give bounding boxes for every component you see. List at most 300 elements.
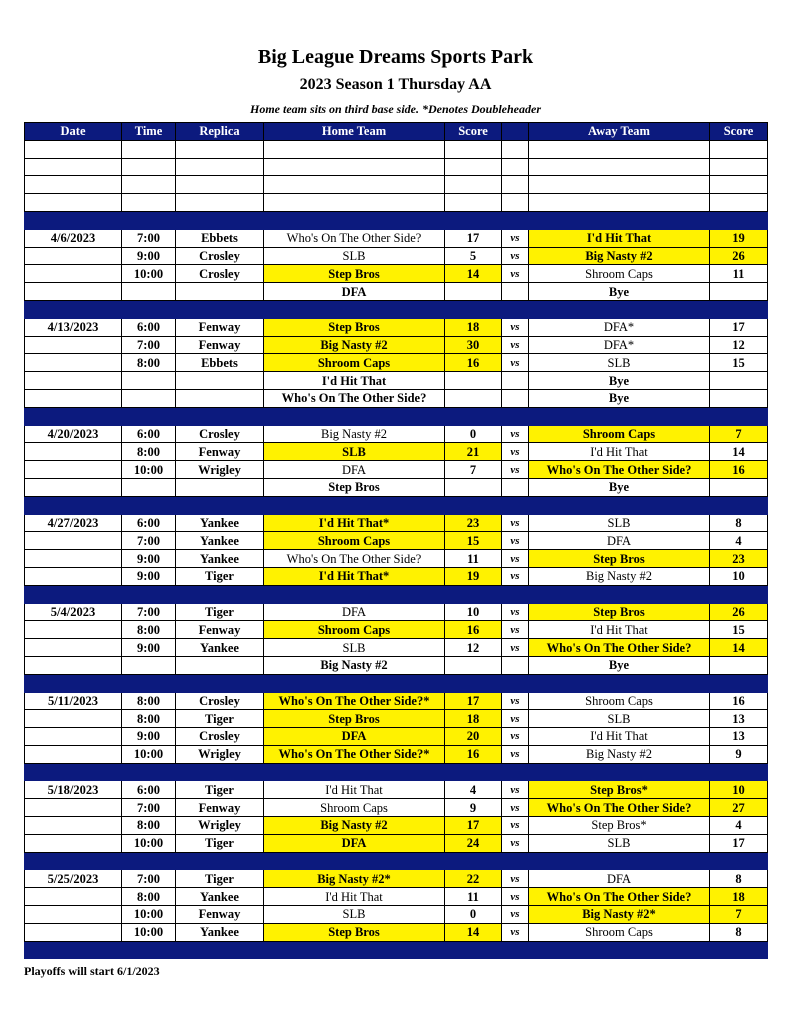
away-team-cell: Step Bros (529, 550, 710, 568)
empty-cell (710, 176, 768, 194)
week-separator (25, 211, 768, 229)
separator-cell (122, 585, 176, 603)
vs-cell: vs (502, 550, 529, 568)
separator-cell (25, 585, 122, 603)
game-row (25, 745, 768, 763)
game-row (25, 425, 768, 443)
replica-cell: Fenway (176, 621, 264, 639)
empty-cell (176, 140, 264, 158)
home-team-cell: Big Nasty #2 (264, 336, 445, 354)
vs-cell: vs (502, 817, 529, 835)
home-score-cell: 24 (445, 834, 502, 852)
time-cell (122, 656, 176, 674)
away-score-cell (710, 283, 768, 301)
replica-cell: Tiger (176, 710, 264, 728)
away-score-cell (710, 389, 768, 407)
vs-cell (502, 283, 529, 301)
col-header-home-score: Score (445, 123, 502, 141)
vs-cell: vs (502, 425, 529, 443)
date-cell (25, 336, 122, 354)
empty-cell (502, 176, 529, 194)
away-team-cell: Who's On The Other Side? (529, 639, 710, 657)
empty-cell (529, 158, 710, 176)
time-cell: 7:00 (122, 229, 176, 247)
time-cell: 6:00 (122, 514, 176, 532)
vs-cell: vs (502, 728, 529, 746)
home-team-cell: Shroom Caps (264, 799, 445, 817)
separator-cell (710, 852, 768, 870)
game-row (25, 817, 768, 835)
separator-cell (264, 211, 445, 229)
home-team-cell: SLB (264, 443, 445, 461)
home-team-cell: Who's On The Other Side? (264, 229, 445, 247)
bye-row (25, 478, 768, 496)
away-team-cell: DFA (529, 532, 710, 550)
separator-cell (529, 852, 710, 870)
replica-cell (176, 283, 264, 301)
away-team-cell: SLB (529, 834, 710, 852)
vs-cell: vs (502, 461, 529, 479)
date-cell (25, 799, 122, 817)
separator-cell (710, 674, 768, 692)
home-team-cell: DFA (264, 834, 445, 852)
time-cell: 10:00 (122, 923, 176, 941)
week-separator (25, 585, 768, 603)
vs-cell: vs (502, 443, 529, 461)
away-score-cell: 19 (710, 229, 768, 247)
separator-cell (529, 211, 710, 229)
away-score-cell: 17 (710, 318, 768, 336)
separator-cell (445, 407, 502, 425)
replica-cell (176, 389, 264, 407)
empty-cell (264, 176, 445, 194)
away-score-cell (710, 656, 768, 674)
home-team-cell: Big Nasty #2 (264, 425, 445, 443)
time-cell: 7:00 (122, 532, 176, 550)
game-row (25, 906, 768, 924)
bye-label-cell: Bye (529, 283, 710, 301)
time-cell: 8:00 (122, 621, 176, 639)
date-cell (25, 247, 122, 265)
time-cell: 9:00 (122, 550, 176, 568)
replica-cell: Yankee (176, 639, 264, 657)
schedule-table (24, 122, 768, 959)
replica-cell (176, 656, 264, 674)
col-header-home-team: Home Team (264, 123, 445, 141)
home-team-cell: DFA (264, 728, 445, 746)
separator-cell (176, 585, 264, 603)
separator-cell (529, 496, 710, 514)
page-title: Big League Dreams Sports Park (257, 46, 534, 68)
home-team-cell: SLB (264, 639, 445, 657)
away-score-cell: 14 (710, 443, 768, 461)
date-cell: 5/11/2023 (25, 692, 122, 710)
time-cell: 9:00 (122, 728, 176, 746)
vs-cell: vs (502, 229, 529, 247)
away-team-cell: I'd Hit That (529, 621, 710, 639)
separator-cell (176, 941, 264, 959)
vs-cell: vs (502, 745, 529, 763)
game-row (25, 888, 768, 906)
date-cell (25, 745, 122, 763)
home-team-cell: I'd Hit That (264, 781, 445, 799)
away-team-cell: Step Bros* (529, 781, 710, 799)
date-cell (25, 265, 122, 283)
empty-cell (122, 194, 176, 212)
replica-cell: Tiger (176, 603, 264, 621)
separator-cell (264, 852, 445, 870)
time-cell: 7:00 (122, 603, 176, 621)
home-team-cell: Step Bros (264, 710, 445, 728)
date-cell: 5/18/2023 (25, 781, 122, 799)
replica-cell: Tiger (176, 781, 264, 799)
time-cell: 8:00 (122, 888, 176, 906)
separator-cell (529, 941, 710, 959)
game-row (25, 567, 768, 585)
separator-cell (176, 852, 264, 870)
bye-label-cell: Bye (529, 656, 710, 674)
separator-cell (710, 300, 768, 318)
separator-cell (25, 407, 122, 425)
separator-cell (25, 852, 122, 870)
empty-cell (502, 158, 529, 176)
empty-cell (122, 176, 176, 194)
game-row (25, 550, 768, 568)
away-score-cell: 27 (710, 799, 768, 817)
separator-cell (445, 496, 502, 514)
game-row (25, 639, 768, 657)
replica-cell: Wrigley (176, 461, 264, 479)
home-team-cell: Shroom Caps (264, 532, 445, 550)
home-team-cell: Who's On The Other Side?* (264, 745, 445, 763)
away-score-cell: 13 (710, 710, 768, 728)
header-row (25, 123, 768, 141)
week-separator (25, 763, 768, 781)
separator-cell (502, 407, 529, 425)
away-team-cell: Shroom Caps (529, 265, 710, 283)
home-team-cell: Step Bros (264, 318, 445, 336)
date-cell (25, 389, 122, 407)
replica-cell: Yankee (176, 888, 264, 906)
separator-cell (25, 300, 122, 318)
vs-cell: vs (502, 354, 529, 372)
game-row (25, 354, 768, 372)
date-cell (25, 834, 122, 852)
separator-cell (502, 941, 529, 959)
vs-cell (502, 389, 529, 407)
date-cell (25, 372, 122, 390)
separator-cell (445, 941, 502, 959)
week-separator (25, 852, 768, 870)
date-cell: 4/6/2023 (25, 229, 122, 247)
vs-cell: vs (502, 781, 529, 799)
time-cell: 8:00 (122, 692, 176, 710)
time-cell: 8:00 (122, 710, 176, 728)
separator-cell (445, 852, 502, 870)
separator-cell (122, 496, 176, 514)
separator-cell (710, 941, 768, 959)
replica-cell: Tiger (176, 567, 264, 585)
replica-cell: Crosley (176, 692, 264, 710)
away-score-cell (710, 478, 768, 496)
away-score-cell: 26 (710, 247, 768, 265)
separator-cell (502, 300, 529, 318)
empty-cell (445, 140, 502, 158)
away-team-cell: I'd Hit That (529, 443, 710, 461)
date-cell (25, 621, 122, 639)
date-cell (25, 283, 122, 301)
date-cell (25, 532, 122, 550)
vs-cell: vs (502, 247, 529, 265)
away-score-cell: 17 (710, 834, 768, 852)
separator-cell (264, 674, 445, 692)
home-score-cell: 19 (445, 567, 502, 585)
replica-cell: Wrigley (176, 745, 264, 763)
bye-row (25, 656, 768, 674)
away-score-cell: 10 (710, 567, 768, 585)
week-separator (25, 407, 768, 425)
away-score-cell: 12 (710, 336, 768, 354)
away-score-cell: 16 (710, 461, 768, 479)
home-score-cell: 5 (445, 247, 502, 265)
home-score-cell: 23 (445, 514, 502, 532)
separator-cell (445, 763, 502, 781)
separator-cell (710, 496, 768, 514)
empty-cell (25, 194, 122, 212)
away-team-cell: Step Bros* (529, 817, 710, 835)
home-team-cell: I'd Hit That (264, 888, 445, 906)
away-team-cell: Shroom Caps (529, 425, 710, 443)
game-row (25, 318, 768, 336)
replica-cell: Yankee (176, 532, 264, 550)
home-score-cell: 18 (445, 318, 502, 336)
home-score-cell (445, 372, 502, 390)
replica-cell: Wrigley (176, 817, 264, 835)
game-row (25, 834, 768, 852)
separator-cell (122, 852, 176, 870)
empty-cell (264, 194, 445, 212)
away-score-cell: 8 (710, 514, 768, 532)
away-team-cell: Big Nasty #2* (529, 906, 710, 924)
time-cell: 9:00 (122, 567, 176, 585)
bye-team-cell: Big Nasty #2 (264, 656, 445, 674)
replica-cell: Tiger (176, 834, 264, 852)
bye-team-cell: Step Bros (264, 478, 445, 496)
col-header-vs (502, 123, 529, 141)
home-score-cell: 11 (445, 888, 502, 906)
empty-cell (710, 140, 768, 158)
away-team-cell: Big Nasty #2 (529, 745, 710, 763)
game-row (25, 265, 768, 283)
separator-cell (264, 941, 445, 959)
date-cell (25, 656, 122, 674)
game-row (25, 621, 768, 639)
empty-cell (264, 140, 445, 158)
separator-cell (264, 300, 445, 318)
replica-cell: Tiger (176, 870, 264, 888)
away-team-cell: Who's On The Other Side? (529, 461, 710, 479)
vs-cell: vs (502, 834, 529, 852)
date-cell: 5/25/2023 (25, 870, 122, 888)
home-team-cell: Who's On The Other Side?* (264, 692, 445, 710)
home-score-cell (445, 478, 502, 496)
separator-cell (445, 585, 502, 603)
replica-cell: Fenway (176, 318, 264, 336)
separator-cell (529, 407, 710, 425)
separator-cell (25, 941, 122, 959)
vs-cell: vs (502, 265, 529, 283)
empty-cell (502, 140, 529, 158)
bye-label-cell: Bye (529, 478, 710, 496)
separator-cell (176, 407, 264, 425)
home-score-cell (445, 389, 502, 407)
away-score-cell: 23 (710, 550, 768, 568)
date-cell (25, 923, 122, 941)
home-team-cell: DFA (264, 603, 445, 621)
replica-cell: Crosley (176, 265, 264, 283)
away-team-cell: Big Nasty #2 (529, 567, 710, 585)
game-row (25, 728, 768, 746)
vs-cell: vs (502, 710, 529, 728)
replica-cell: Yankee (176, 923, 264, 941)
col-header-time: Time (122, 123, 176, 141)
week-separator (25, 674, 768, 692)
vs-cell: vs (502, 639, 529, 657)
date-cell: 4/20/2023 (25, 425, 122, 443)
separator-cell (176, 300, 264, 318)
game-row (25, 710, 768, 728)
separator-cell (176, 211, 264, 229)
vs-cell: vs (502, 621, 529, 639)
date-cell: 5/4/2023 (25, 603, 122, 621)
away-score-cell: 4 (710, 817, 768, 835)
away-team-cell: DFA* (529, 336, 710, 354)
away-score-cell: 16 (710, 692, 768, 710)
away-score-cell: 7 (710, 425, 768, 443)
bye-row (25, 372, 768, 390)
separator-cell (122, 407, 176, 425)
replica-cell: Fenway (176, 906, 264, 924)
time-cell: 7:00 (122, 870, 176, 888)
blank-row (25, 176, 768, 194)
empty-cell (264, 158, 445, 176)
away-team-cell: Big Nasty #2 (529, 247, 710, 265)
away-score-cell: 15 (710, 354, 768, 372)
separator-cell (529, 763, 710, 781)
empty-cell (445, 194, 502, 212)
date-cell (25, 639, 122, 657)
separator-cell (529, 300, 710, 318)
home-score-cell: 17 (445, 692, 502, 710)
replica-cell: Crosley (176, 728, 264, 746)
home-score-cell: 9 (445, 799, 502, 817)
col-header-away-score: Score (710, 123, 768, 141)
date-cell (25, 461, 122, 479)
home-score-cell (445, 283, 502, 301)
empty-cell (25, 140, 122, 158)
away-score-cell: 8 (710, 870, 768, 888)
vs-cell (502, 478, 529, 496)
game-row (25, 229, 768, 247)
away-team-cell: I'd Hit That (529, 229, 710, 247)
separator-cell (122, 300, 176, 318)
away-score-cell: 8 (710, 923, 768, 941)
game-row (25, 870, 768, 888)
separator-cell (502, 496, 529, 514)
schedule-note: Home team sits on third base side. *Denotes Doubleheader (250, 102, 541, 116)
replica-cell: Yankee (176, 550, 264, 568)
home-score-cell: 30 (445, 336, 502, 354)
separator-cell (710, 211, 768, 229)
replica-cell: Ebbets (176, 354, 264, 372)
separator-cell (264, 585, 445, 603)
vs-cell (502, 656, 529, 674)
home-team-cell: SLB (264, 906, 445, 924)
game-row (25, 514, 768, 532)
bye-team-cell: Who's On The Other Side? (264, 389, 445, 407)
separator-cell (502, 674, 529, 692)
empty-cell (502, 194, 529, 212)
home-score-cell (445, 656, 502, 674)
separator-cell (529, 674, 710, 692)
game-row (25, 336, 768, 354)
separator-cell (176, 763, 264, 781)
date-cell (25, 567, 122, 585)
empty-cell (176, 158, 264, 176)
game-row (25, 692, 768, 710)
time-cell: 6:00 (122, 425, 176, 443)
date-cell (25, 478, 122, 496)
game-row (25, 781, 768, 799)
away-team-cell: Shroom Caps (529, 692, 710, 710)
bye-label-cell: Bye (529, 389, 710, 407)
col-header-date: Date (25, 123, 122, 141)
replica-cell (176, 478, 264, 496)
home-team-cell: Shroom Caps (264, 621, 445, 639)
separator-cell (445, 211, 502, 229)
vs-cell: vs (502, 532, 529, 550)
home-score-cell: 22 (445, 870, 502, 888)
empty-cell (25, 176, 122, 194)
bye-team-cell: DFA (264, 283, 445, 301)
date-cell (25, 550, 122, 568)
time-cell (122, 389, 176, 407)
date-cell (25, 906, 122, 924)
away-score-cell: 4 (710, 532, 768, 550)
time-cell: 10:00 (122, 906, 176, 924)
home-team-cell: DFA (264, 461, 445, 479)
home-score-cell: 10 (445, 603, 502, 621)
time-cell: 6:00 (122, 781, 176, 799)
empty-cell (176, 176, 264, 194)
game-row (25, 923, 768, 941)
separator-cell (122, 674, 176, 692)
page-subtitle: 2023 Season 1 Thursday AA (299, 76, 492, 93)
home-score-cell: 16 (445, 745, 502, 763)
separator-cell (502, 852, 529, 870)
separator-cell (25, 674, 122, 692)
away-team-cell: DFA (529, 870, 710, 888)
separator-cell (529, 585, 710, 603)
home-score-cell: 17 (445, 817, 502, 835)
time-cell: 9:00 (122, 247, 176, 265)
home-score-cell: 21 (445, 443, 502, 461)
away-score-cell: 7 (710, 906, 768, 924)
separator-cell (502, 585, 529, 603)
separator-cell (122, 211, 176, 229)
home-score-cell: 4 (445, 781, 502, 799)
empty-cell (710, 194, 768, 212)
